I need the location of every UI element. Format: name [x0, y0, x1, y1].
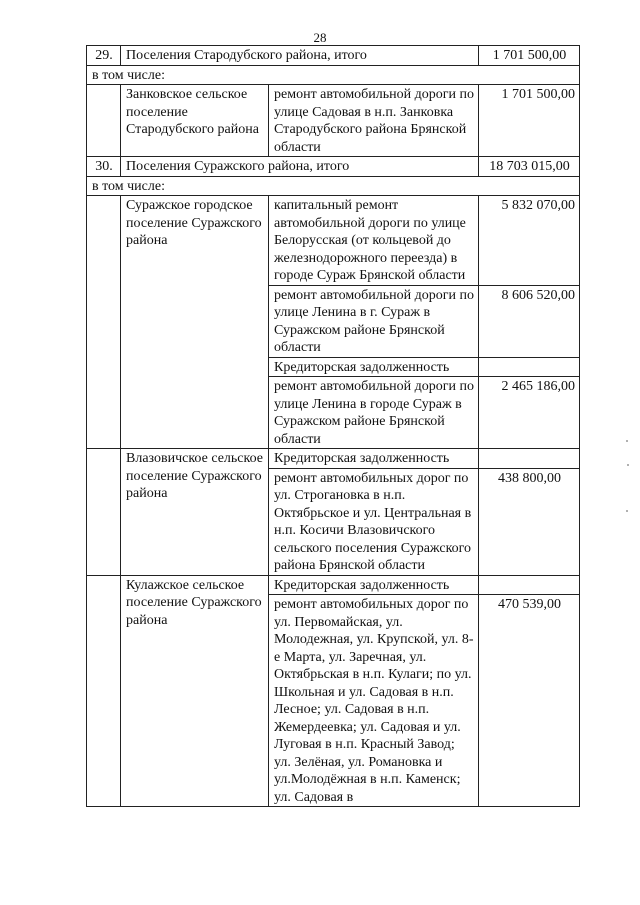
settlement-name: Занковское сельское поселение Стародубского района — [121, 85, 269, 157]
settlement-name: Влазовичское сельское поселение Суражского района — [121, 449, 269, 576]
settlement-name: Суражское городское поселение Суражского района — [121, 196, 269, 449]
amount-cell: 470 539,00 — [479, 595, 580, 807]
including-label: в том числе: — [87, 65, 580, 85]
amount-cell: 8 606 520,00 — [479, 285, 580, 357]
amount-cell: 1 701 500,00 — [479, 85, 580, 157]
table-row — [87, 85, 580, 157]
including-label: в том числе: — [87, 176, 580, 196]
table-row — [87, 575, 580, 595]
table-row — [87, 196, 580, 286]
table-row — [87, 157, 580, 177]
scan-speck — [626, 510, 628, 512]
work-description: ремонт автомобильной дороги по улице Ленина в городе Сураж в Суражском районе Брянской области — [269, 377, 479, 449]
table-row — [87, 65, 580, 85]
amount-cell: 438 800,00 — [479, 468, 580, 575]
settlement-name: Кулажское сельское поселение Суражского района — [121, 575, 269, 807]
work-description: ремонт автомобильных дорог по ул. Первомайская, ул. Молодежная, ул. Крупской, ул. 8-е Марта, ул. Заречная, ул. Октябрьская в н.п. Кулаги; по ул. Школьная и ул. Садовая в н.п. Лесное; ул. Садовая в н.п. Жемердеевка; ул. Садовая и ул. Луговая в н.п. Красный Завод; ул. Зелёная, ул. Романовка и ул.Молодёжная в н.п. Каменск; ул. Садовая в — [269, 595, 479, 807]
budget-table — [86, 45, 580, 807]
amount-cell: 5 832 070,00 — [479, 196, 580, 286]
scan-speck — [627, 464, 629, 466]
page-number: 28 — [313, 30, 327, 45]
work-description: Кредиторская задолженность — [269, 575, 479, 595]
work-description: ремонт автомобильной дороги по улице Садовая в н.п. Занковка Стародубского района Брянской области — [269, 85, 479, 157]
table-row — [87, 176, 580, 196]
work-description: капитальный ремонт автомобильной дороги по улице Белорусская (от кольцевой до железнодорожного переезда) в городе Сураж Брянской области — [269, 196, 479, 286]
amount-cell: 18 703 015,00 — [479, 157, 580, 177]
scan-speck — [626, 440, 628, 442]
work-description: ремонт автомобильной дороги по улице Ленина в г. Сураж в Суражском районе Брянской области — [269, 285, 479, 357]
table-row — [87, 449, 580, 469]
work-description: ремонт автомобильных дорог по ул. Строгановка в н.п. Октябрьское и ул. Центральная в н.п. Косичи Влазовичского сельского поселения Суражского района Брянской области — [269, 468, 479, 575]
district-total-label: Поселения Суражского района, итого — [121, 157, 479, 177]
amount-cell: 2 465 186,00 — [479, 377, 580, 449]
work-description: Кредиторская задолженность — [269, 357, 479, 377]
row-number: 29. — [87, 46, 121, 66]
table-row — [87, 46, 580, 66]
amount-cell: 1 701 500,00 — [479, 46, 580, 66]
row-number: 30. — [87, 157, 121, 177]
work-description: Кредиторская задолженность — [269, 449, 479, 469]
district-total-label: Поселения Стародубского района, итого — [121, 46, 479, 66]
